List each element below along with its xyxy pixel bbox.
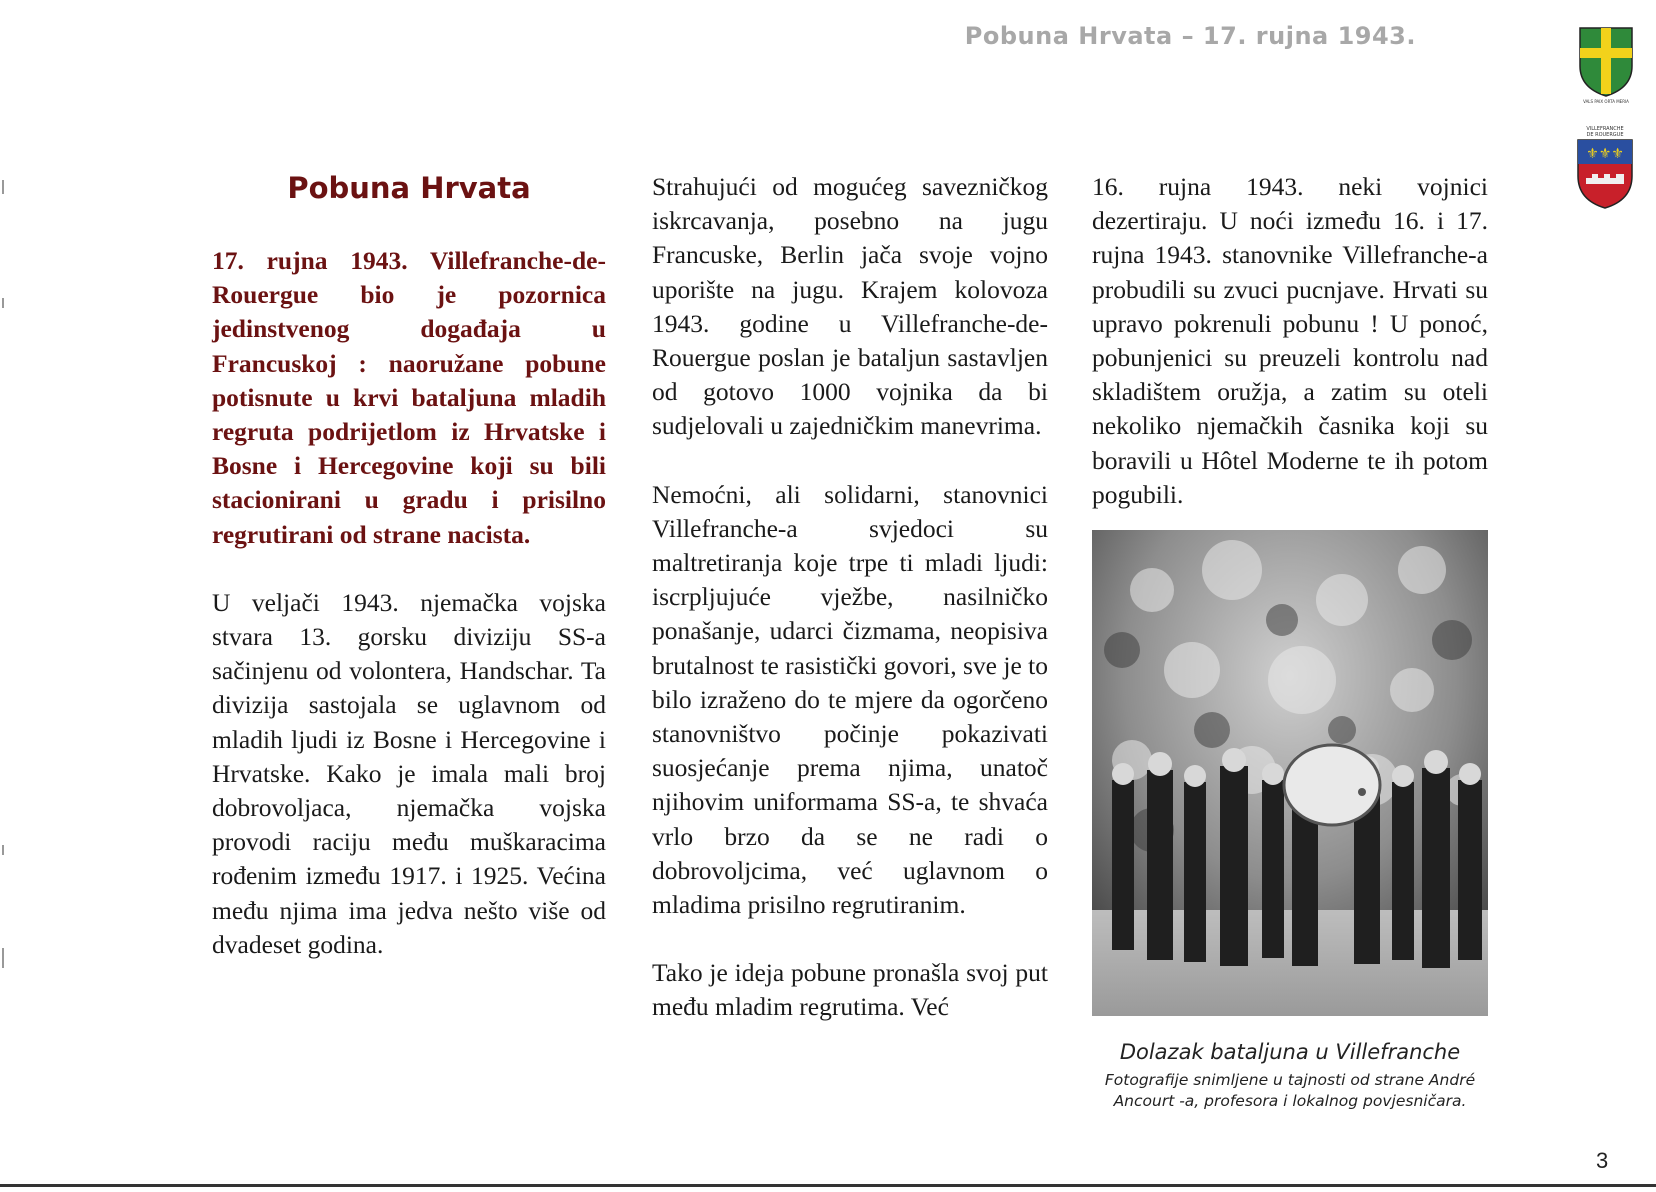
scan-edge-mark (2, 948, 4, 968)
crest-caption-2: DE ROUERGUE (1586, 132, 1624, 138)
coat-of-arms-icon (1578, 26, 1634, 108)
logo-caption: VALS PAIX ORTA MERIA (1583, 99, 1629, 104)
column-3 (1092, 170, 1488, 512)
svg-text:⚜⚜⚜: ⚜⚜⚜ (1586, 146, 1624, 162)
scan-edge-mark (2, 845, 4, 855)
section-title: Pobuna Hrvata (287, 171, 531, 205)
body-paragraph: 16. rujna 1943. neki vojnici dezertiraju. U noći između 16. i 17. rujna 1943. stanovnike Villefranche-a probudili su zvuci pucnjave. Hrvati su upravo pokrenuli pobunu ! U ponoć, pobunjenici su preuzeli kontrolu nad skladištem oružja, a zatim su oteli nekoliko njemačkih časnika koji su boravili u Hôtel Moderne te ih potom pogubili. (1092, 172, 1488, 509)
bottom-rule (0, 1184, 1656, 1187)
column-1 (212, 168, 606, 962)
scan-edge-mark (2, 180, 4, 194)
body-paragraph: Tako je ideja pobune pronašla svoj put među mladim regrutima. Već (652, 958, 1048, 1022)
column-2 (652, 170, 1048, 1025)
page-number: 3 (1596, 1148, 1609, 1173)
scan-edge-mark (2, 298, 4, 308)
running-header: Pobuna Hrvata – 17. rujna 1943. (964, 22, 1416, 50)
photo-caption-text: Fotografije snimljene u tajnosti od strane André Ancourt -a, profesora i lokalnog povjesničara. (1104, 1071, 1476, 1110)
body-paragraph: Strahujući od mogućeg savezničkog iskrcavanja, posebno na jugu Francuske, Berlin jača svoje vojno uporište na jugu. Krajem kolovoza 1943. godine u Villefranche-de-Rouergue poslan je bataljun sastavljen od gotovo 1000 vojnika da bi sudjelovali u zajedničkim manevrima. (652, 172, 1048, 441)
crest-caption-1: VILLEFRANCHE (1586, 126, 1624, 132)
photo-caption-title: Dolazak bataljuna u Villefranche (1119, 1040, 1461, 1064)
historical-photo (1092, 530, 1488, 1016)
body-paragraph: U veljači 1943. njemačka vojska stvara 13. gorsku diviziju SS-a sačinjenu od volontera, Handschar. Ta divizija sastojala se uglavnom od mladih ljudi iz Bosne i Hercegovine i Hrvatske. Kako je imala mali broj dobrovoljaca, njemačka vojska provodi raciju među muškaracima rođenim između 1917. i 1925. Većina među njima ima jedva nešto više od dvadeset godina. (212, 587, 606, 959)
villefranche-crest-icon (1574, 124, 1636, 210)
body-paragraph: Nemoćni, ali solidarni, stanovnici Villefranche-a svjedoci su maltretiranja koje trpe ti mladi ljudi: iscrpljujuće vježbe, nasilničko ponašanje, udarci čizmama, neopisiva brutalnost te rasistički govori, sve je to bilo izraženo do te mjere da ogorčeno stanovništvo počinje pokazivati suosjećanje prema njima, unatoč njihovim uniformama SS-a, te shvaća vrlo brzo da se ne radi o dobrovoljcima, već uglavnom o mladima prisilno regrutiranim. (652, 479, 1048, 920)
lead-paragraph: 17. rujna 1943. Villefranche-de-Rouergue bio je pozornica jedinstvenog događaja u Francuskoj : naoružane pobune potisnute u krvi bataljuna mladih regruta podrijetlom iz Hrvatske i Bosne i Hercegovine koji su bili stacionirani u gradu i prisilno regrutirani od strane nacista. (212, 246, 606, 549)
